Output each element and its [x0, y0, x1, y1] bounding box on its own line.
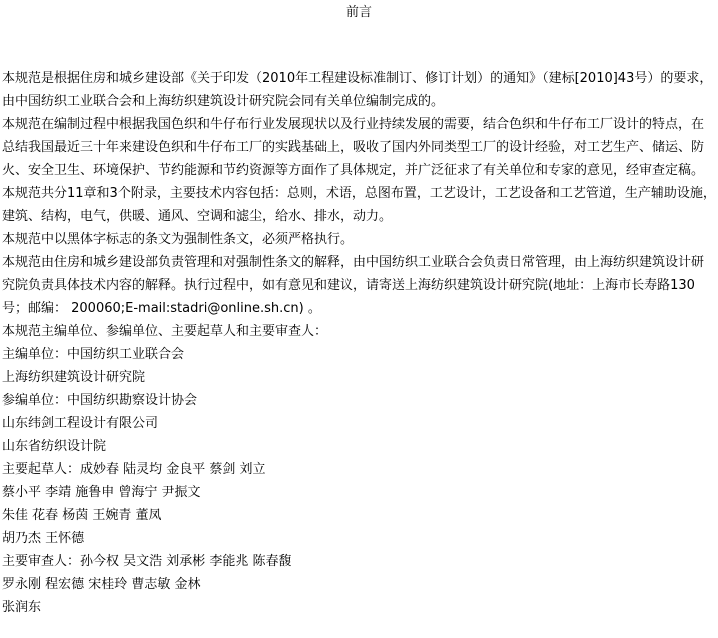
paragraph-compilation: 本规范在编制过程中根据我国色织和牛仔布行业发展现状以及行业持续发展的需要，结合色织和牛仔布工厂设计的特点，在总结我国最近三十年来建设色织和牛仔布工厂的实践基础上，吸收了国内外同类型工厂的设计经验，对工艺生产、储运、防火、安全卫生、环境保护、节约能源和节约资源等方面作了具体规定，并广泛征求了有关单位和专家的意见，经审查定稿。: [2, 117, 705, 178]
title-spacer: [2, 24, 716, 67]
list-item: 上海纺织建筑设计研究院: [2, 370, 146, 385]
paragraph-contents: 本规范共分11章和3个附录，主要技术内容包括：总则，术语，总图布置，工艺设计，工艺设备和工艺管道，生产辅助设施，建筑、结构，电气，供暖、通风、空调和滤尘，给水、排水，动力。: [2, 186, 716, 224]
paragraph-basis: 本规范是根据住房和城乡建设部《关于印发（2010年工程建设标准制订、修订计划）的通知》（建标[2010]43号）的要求，由中国纺织工业联合会和上海纺织建筑设计研究院会同有关单位编制完成的。: [2, 71, 713, 109]
list-item: 主要审查人：孙今权 吴文浩 刘承彬 李能兆 陈春馥: [2, 554, 292, 569]
paragraph-mandatory: 本规范中以黑体字标志的条文为强制性条文，必须严格执行。: [2, 232, 354, 247]
paragraph-management: 本规范由住房和城乡建设部负责管理和对强制性条文的解释，由中国纺织工业联合会负责日常管理，由上海纺织建筑设计研究院负责具体技术内容的解释。执行过程中，如有意见和建议，请寄送上海纺织建筑设计研究院(地址：上海市长寿路130号；邮编： 200060;E-mail:stadri@online.sh.cn) 。: [2, 255, 705, 316]
list-item: 本规范主编单位、参编单位、主要起草人和主要审查人：: [2, 324, 328, 339]
list-item: 朱佳 花春 杨茵 王婉青 董凤: [2, 508, 162, 523]
list-item: 张润东: [2, 600, 42, 615]
document-title: 前言: [345, 5, 372, 20]
list-item: 胡乃杰 王怀德: [2, 531, 85, 546]
list-item: 罗永刚 程宏德 宋桂玲 曹志敏 金林: [2, 577, 201, 592]
list-item: 参编单位：中国纺织勘察设计协会: [2, 393, 198, 408]
list-item: 主要起草人：成妙春 陆灵均 金良平 蔡剑 刘立: [2, 462, 266, 477]
list-item: 主编单位：中国纺织工业联合会: [2, 347, 185, 362]
list-item: 山东纬剑工程设计有限公司: [2, 416, 159, 431]
list-item: 蔡小平 李靖 施鲁申 曾海宁 尹振文: [2, 485, 201, 500]
list-item: 山东省纺织设计院: [2, 439, 107, 454]
